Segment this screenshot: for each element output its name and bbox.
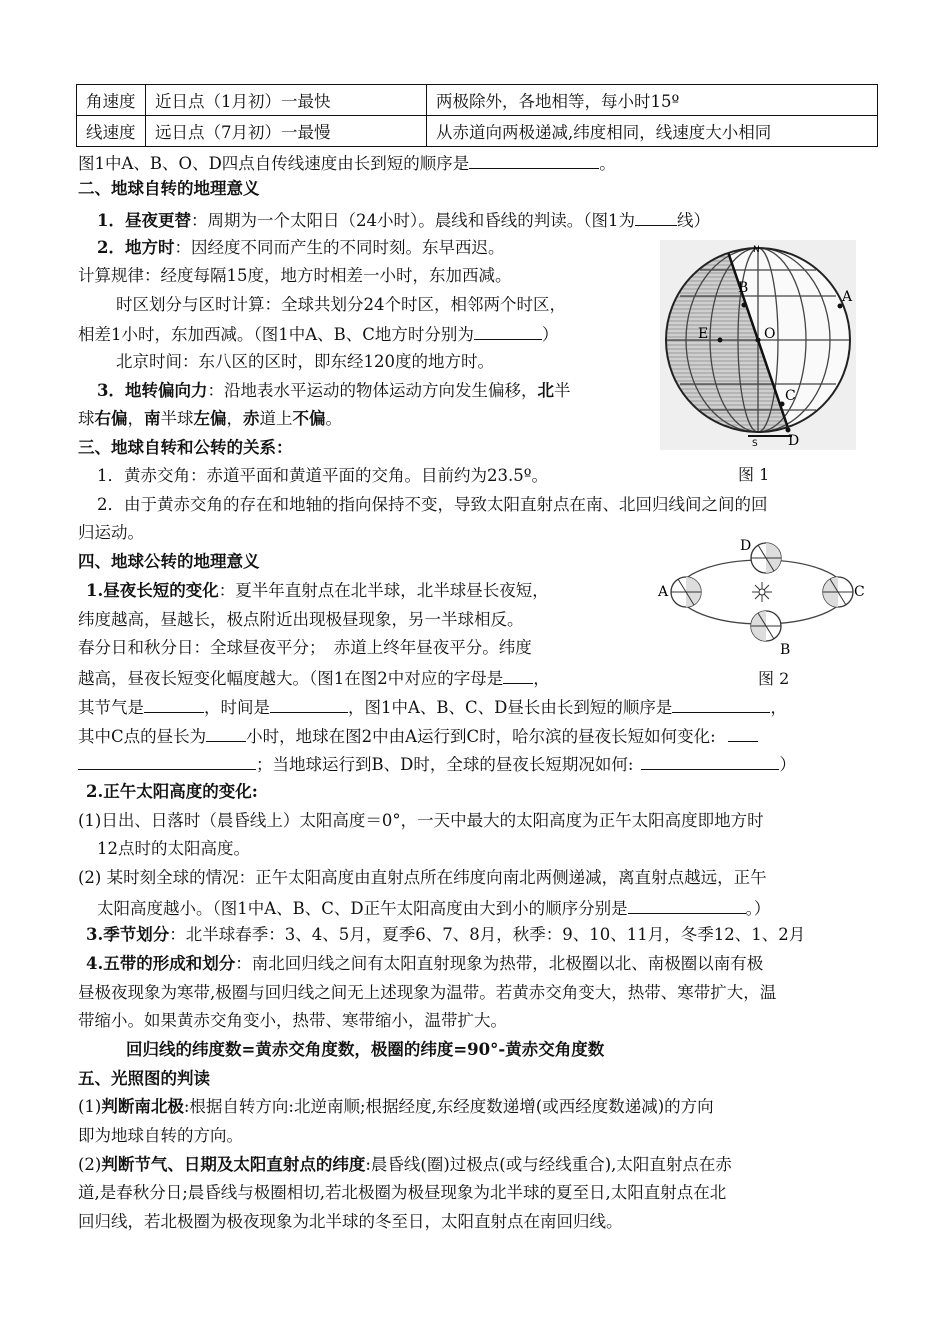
table-cell: 远日点（7月初）一最慢 bbox=[146, 116, 427, 147]
text: ， bbox=[770, 698, 787, 717]
text: 。 bbox=[325, 409, 342, 428]
text: 赤 bbox=[243, 409, 260, 428]
paragraph bbox=[86, 953, 763, 975]
paragraph bbox=[78, 752, 796, 776]
point-c-label: C bbox=[785, 388, 796, 404]
text: 回归线，若北极圈为极夜现象为北半球的冬至日，太阳直射点在南回归线。 bbox=[78, 1212, 623, 1231]
answer-blank bbox=[78, 752, 256, 770]
text: (1) bbox=[78, 1097, 102, 1116]
text: :根据自转方向:北逆南顺;根据经度,东经度数递增(或西经度数递减)的方向 bbox=[183, 1097, 714, 1116]
section-heading: 五、光照图的判读 bbox=[78, 1069, 210, 1088]
text: ，时间是 bbox=[204, 698, 270, 717]
paragraph bbox=[78, 1154, 732, 1176]
text: 即为地球自转的方向。 bbox=[78, 1126, 243, 1145]
table-cell: 两极除外，各地相等，每小时15º bbox=[427, 85, 878, 116]
table-row bbox=[77, 85, 878, 116]
text: ：南北回归线之间有太阳直射现象为热带，北极圈以北、南极圈以南有极 bbox=[235, 954, 764, 973]
point-o-label: O bbox=[764, 326, 776, 342]
paragraph bbox=[78, 322, 558, 346]
answer-blank bbox=[474, 322, 542, 340]
text: ， bbox=[226, 409, 243, 428]
earth-a-icon bbox=[671, 577, 701, 607]
section-heading: 三、地球自转和公转的关系： bbox=[78, 438, 293, 457]
text: 半 bbox=[553, 381, 571, 400]
text: 时区划分与区时计算：全球共划分24个时区，相邻两个时区， bbox=[116, 295, 566, 314]
text: 昼极夜现象为寒带,极圈与回归线之间无上述现象为温带。若黄赤交角变大，热带、寒带扩大，温 bbox=[78, 983, 777, 1002]
answer-blank bbox=[728, 724, 758, 742]
answer-blank bbox=[270, 695, 348, 713]
section-heading: 二、地球自转的地理意义 bbox=[78, 179, 260, 198]
text: 2．由于黄赤交角的存在和地轴的指向保持不变，导致太阳直射点在南、北回归线间之间的回 bbox=[97, 495, 768, 514]
text: :晨昏线(圈)过极点(或与经线重合),太阳直射点在赤 bbox=[365, 1155, 732, 1174]
text: 左偏 bbox=[193, 409, 227, 428]
answer-blank bbox=[641, 752, 779, 770]
subheading: 1．昼夜更替 bbox=[97, 211, 191, 230]
answer-blank bbox=[628, 896, 746, 914]
answer-blank bbox=[206, 724, 246, 742]
paragraph bbox=[97, 237, 504, 259]
paragraph bbox=[78, 695, 787, 719]
text: ） bbox=[541, 325, 559, 344]
text: 南 bbox=[144, 409, 161, 428]
formula: 回归线的纬度数=黄赤交角度数，极圈的纬度=90°-黄赤交角度数 bbox=[126, 1040, 605, 1059]
paragraph bbox=[86, 924, 805, 946]
position-d-label: D bbox=[740, 538, 752, 554]
text: ） bbox=[779, 755, 796, 774]
paragraph bbox=[97, 896, 770, 920]
table-row bbox=[77, 116, 878, 147]
answer-blank bbox=[503, 666, 533, 684]
text: (2) 某时刻全球的情况：正午太阳高度由直射点所在纬度向南北两侧递减，离直射点越远，正午 bbox=[78, 868, 767, 887]
figure-2-orbit bbox=[654, 532, 866, 664]
text: ；当地球运行到B、D时，全球的昼夜长短期况如何: bbox=[256, 755, 634, 774]
table-cell: 角速度 bbox=[77, 85, 146, 116]
text: ， bbox=[533, 669, 550, 688]
answer-blank bbox=[144, 695, 204, 713]
table-cell: 从赤道向两极递减,纬度相同，线速度大小相同 bbox=[427, 116, 878, 147]
text: 其中C点的昼长为 bbox=[78, 727, 207, 746]
subheading: 4.五带的形成和划分 bbox=[86, 954, 236, 973]
paragraph bbox=[78, 724, 758, 748]
text: 带缩小。如果黄赤交角变小，热带、寒带缩小，温带扩大。 bbox=[78, 1011, 507, 1030]
paragraph bbox=[78, 1096, 714, 1118]
text: 北 bbox=[537, 381, 554, 400]
text: 12点时的太阳高度。 bbox=[97, 839, 250, 858]
earth-d-icon bbox=[751, 543, 781, 573]
text: 。） bbox=[745, 899, 771, 918]
paragraph bbox=[78, 666, 550, 690]
paragraph bbox=[78, 408, 342, 430]
subheading: 2．地方时 bbox=[97, 238, 175, 257]
text: ：周期为一个太阳日（24小时）。晨线和昏线的判读。（图1为 bbox=[190, 211, 635, 230]
text: 北京时间：东八区的区时，即东经120度的地方时。 bbox=[116, 352, 494, 371]
text: 1．黄赤交角：赤道平面和黄道平面的交角。目前约为23.5º。 bbox=[97, 466, 548, 485]
text: 归运动。 bbox=[78, 523, 144, 542]
south-label: S bbox=[752, 439, 758, 449]
text: ， bbox=[127, 409, 144, 428]
text: 越高，昼夜长短变化幅度越大。（图1在图2中对应的字母是 bbox=[78, 669, 504, 688]
text: (2) bbox=[78, 1155, 102, 1174]
text: ：因经度不同而产生的不同时刻。东早西迟。 bbox=[174, 238, 505, 257]
text: 右偏 bbox=[94, 409, 128, 428]
text: 道,是春秋分日;晨昏线与极圈相切,若北极圈为极昼现象为北半球的夏至日,太阳直射点在北 bbox=[78, 1183, 727, 1202]
text: 球 bbox=[78, 409, 95, 428]
north-label: N bbox=[753, 245, 760, 255]
text: ：夏半年直射点在北半球，北半球昼长夜短， bbox=[218, 581, 549, 600]
paragraph bbox=[97, 208, 710, 232]
subheading: 判断节气、日期及太阳直射点的纬度 bbox=[101, 1155, 366, 1174]
earth-c-icon bbox=[823, 577, 853, 607]
text: 相差1小时，东加西减。（图1中A、B、C地方时分别为 bbox=[78, 325, 474, 344]
position-c-label: C bbox=[854, 584, 865, 600]
text: 道上 bbox=[259, 409, 293, 428]
text: 春分日和秋分日：全球昼夜平分； 赤道上终年昼夜平分。纬度 bbox=[78, 638, 532, 657]
text: (1)日出、日落时（晨昏线上）太阳高度＝0°，一天中最大的太阳高度为正午太阳高度即地方时 bbox=[78, 811, 764, 830]
point-a-label: A bbox=[842, 289, 853, 305]
text: 其节气是 bbox=[78, 698, 144, 717]
question-text: 图1中A、B、O、D四点自传线速度由长到短的顺序是 bbox=[78, 154, 470, 173]
table-cell: 线速度 bbox=[77, 116, 146, 147]
answer-blank bbox=[672, 695, 770, 713]
text: ，图1中A、B、C、D昼长由长到短的顺序是 bbox=[348, 698, 673, 717]
velocity-table bbox=[76, 84, 878, 147]
table-cell: 近日点（1月初）一最快 bbox=[146, 85, 427, 116]
text: 纬度越高，昼越长，极点附近出现极昼现象，另一半球相反。 bbox=[78, 610, 524, 629]
subheading: 2.正午太阳高度的变化: bbox=[86, 782, 258, 801]
point-b-label: B bbox=[738, 280, 749, 296]
position-b-label: B bbox=[780, 642, 791, 658]
answer-blank bbox=[469, 151, 599, 169]
position-a-label: A bbox=[658, 584, 669, 600]
text: 计算规律：经度每隔15度，地方时相差一小时，东加西减。 bbox=[78, 266, 512, 285]
text: 太阳高度越小。（图1中A、B、C、D正午太阳高度由大到小的顺序分别是 bbox=[97, 899, 628, 918]
point-d-label: D bbox=[788, 433, 800, 449]
text: 小时，地球在图2中由A运行到C时，哈尔滨的昼夜长短如何变化: bbox=[246, 727, 716, 746]
text: 不偏 bbox=[292, 409, 326, 428]
paragraph bbox=[86, 580, 549, 602]
text: ：北半球春季：3、4、5月，夏季6、7、8月，秋季：9、10、11月，冬季12、1、2月 bbox=[169, 925, 806, 944]
subheading: 1.昼夜长短的变化 bbox=[86, 581, 219, 600]
answer-blank bbox=[635, 208, 677, 226]
question-line: 图1中A、B、O、D四点自传线速度由长到短的顺序是 。 bbox=[78, 151, 616, 175]
figure-1-globe bbox=[660, 240, 856, 450]
paragraph bbox=[97, 380, 570, 402]
subheading: 3.季节划分 bbox=[86, 925, 170, 944]
point-e-label: E bbox=[698, 326, 709, 342]
text: ：沿地表水平运动的物体运动方向发生偏移， bbox=[207, 381, 538, 400]
text: 半球 bbox=[160, 409, 194, 428]
subheading: 3．地转偏向力 bbox=[97, 381, 208, 400]
text: 线） bbox=[676, 211, 710, 230]
subheading: 判断南北极 bbox=[101, 1097, 184, 1116]
figure-1-caption: 图 1 bbox=[738, 465, 770, 484]
earth-b-icon bbox=[751, 611, 781, 641]
section-heading: 四、地球公转的地理意义 bbox=[78, 552, 260, 571]
figure-2-caption: 图 2 bbox=[758, 669, 790, 688]
